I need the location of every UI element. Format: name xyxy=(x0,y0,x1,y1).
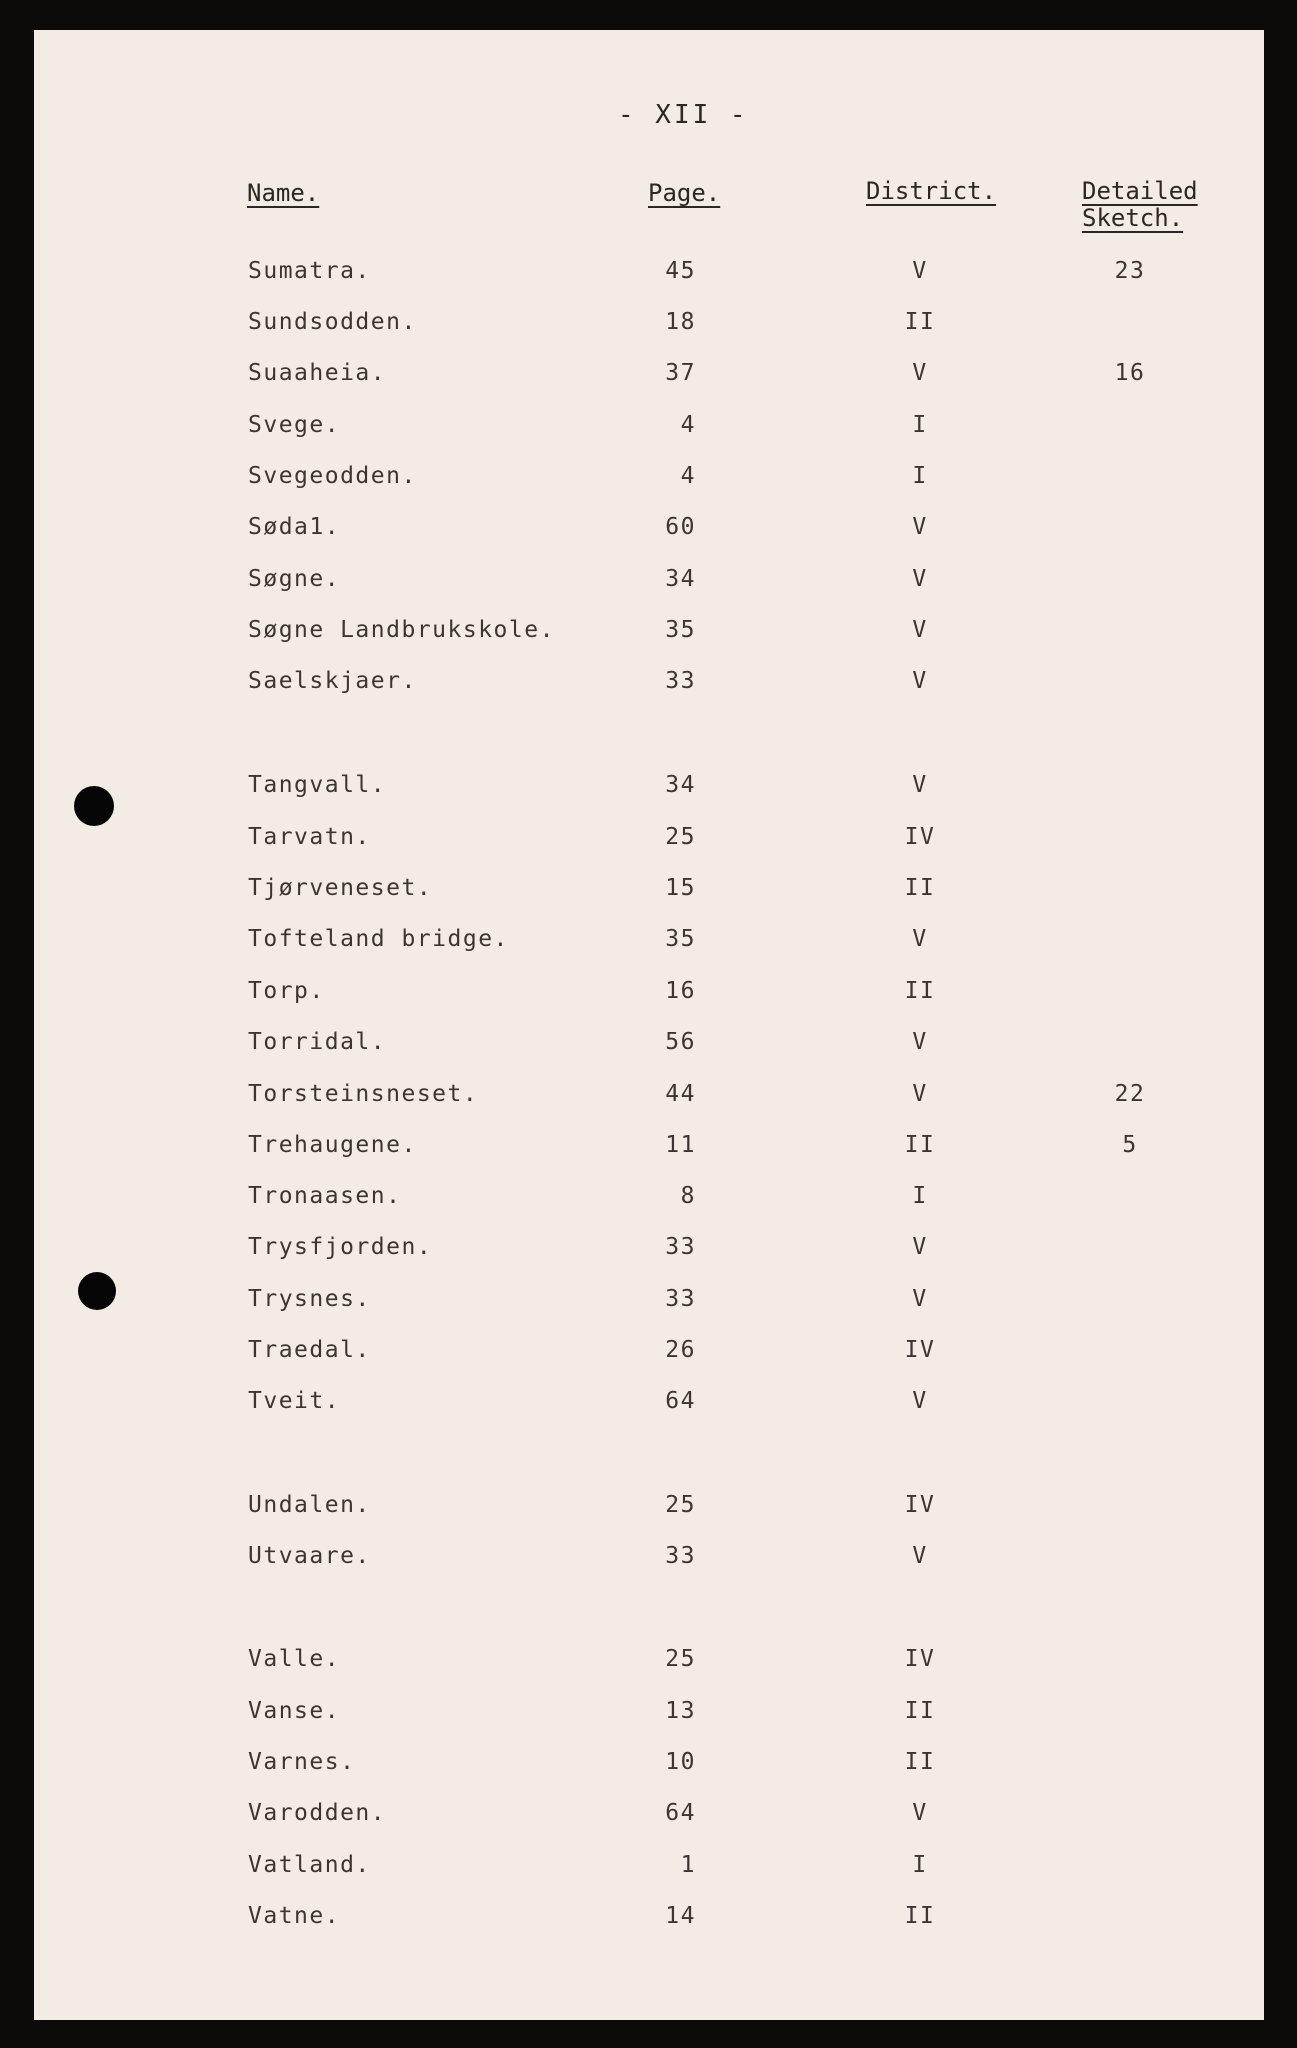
table-row xyxy=(0,615,1297,655)
entry-name: Sumatra. xyxy=(248,258,371,284)
entry-page: 33 xyxy=(665,1286,696,1312)
entry-district: V xyxy=(912,1234,928,1260)
entry-name: Vatland. xyxy=(248,1852,371,1878)
entry-name: Svege. xyxy=(248,412,341,438)
entry-district: II xyxy=(904,1749,936,1775)
table-row xyxy=(0,822,1297,862)
table-row xyxy=(0,256,1297,296)
entry-page: 26 xyxy=(665,1337,696,1363)
table-row xyxy=(0,1798,1297,1838)
entry-page: 64 xyxy=(665,1800,696,1826)
entry-name: Sundsodden. xyxy=(248,309,417,335)
table-row xyxy=(0,873,1297,913)
table-row xyxy=(0,1901,1297,1941)
entry-name: Suaaheia. xyxy=(248,360,387,386)
table-row xyxy=(0,307,1297,347)
table-row xyxy=(0,1027,1297,1067)
entry-page: 14 xyxy=(665,1903,696,1929)
entry-page: 35 xyxy=(665,617,696,643)
entry-page: 34 xyxy=(665,566,696,592)
entry-name: Søda1. xyxy=(248,514,341,540)
entry-page: 60 xyxy=(665,514,696,540)
entry-district: V xyxy=(912,1543,928,1569)
entry-page: 34 xyxy=(665,772,696,798)
entry-name: Trysfjorden. xyxy=(248,1234,433,1260)
entry-name: Tofteland bridge. xyxy=(248,926,509,952)
entry-district: I xyxy=(912,463,928,489)
entry-name: Tjørveneset. xyxy=(248,875,433,901)
entry-district: IV xyxy=(904,824,936,850)
entry-page: 44 xyxy=(665,1081,696,1107)
entry-district: V xyxy=(912,360,928,386)
entry-page: 25 xyxy=(665,1492,696,1518)
table-row xyxy=(0,924,1297,964)
header-district: District. xyxy=(866,177,997,205)
entry-district: V xyxy=(912,926,928,952)
table-row xyxy=(0,666,1297,706)
table-row xyxy=(0,770,1297,810)
entry-sketch: 16 xyxy=(1114,360,1146,386)
entry-district: V xyxy=(912,772,928,798)
entry-district: V xyxy=(912,1800,928,1826)
table-row xyxy=(0,1335,1297,1375)
entry-page: 33 xyxy=(665,1543,696,1569)
entry-name: Utvaare. xyxy=(248,1543,371,1569)
entry-district: V xyxy=(912,258,928,284)
entry-district: V xyxy=(912,1029,928,1055)
entry-name: Trehaugene. xyxy=(248,1132,417,1158)
entry-district: II xyxy=(904,1903,936,1929)
entry-name: Saelskjaer. xyxy=(248,668,417,694)
page-number: - XII - xyxy=(618,100,749,130)
entry-district: V xyxy=(912,1081,928,1107)
entry-name: Søgne. xyxy=(248,566,341,592)
entry-name: Undalen. xyxy=(248,1492,371,1518)
table-row xyxy=(0,1747,1297,1787)
table-row xyxy=(0,1284,1297,1324)
entry-name: Traedal. xyxy=(248,1337,371,1363)
entry-page: 11 xyxy=(665,1132,696,1158)
entry-district: V xyxy=(912,514,928,540)
entry-page: 13 xyxy=(665,1698,696,1724)
entry-name: Torsteinsneset. xyxy=(248,1081,479,1107)
table-row xyxy=(0,1541,1297,1581)
entry-district: I xyxy=(912,412,928,438)
entry-page: 16 xyxy=(665,978,696,1004)
table-row xyxy=(0,1181,1297,1221)
entry-page: 35 xyxy=(665,926,696,952)
entry-district: I xyxy=(912,1852,928,1878)
entry-page: 8 xyxy=(680,1183,696,1209)
entry-page: 18 xyxy=(665,309,696,335)
entry-page: 25 xyxy=(665,1646,696,1672)
entry-district: V xyxy=(912,617,928,643)
entry-name: Tangvall. xyxy=(248,772,387,798)
table-row xyxy=(0,1850,1297,1890)
entry-district: V xyxy=(912,1388,928,1414)
table-row xyxy=(0,1490,1297,1530)
entry-name: Torridal. xyxy=(248,1029,387,1055)
table-row xyxy=(0,1386,1297,1426)
entry-name: Torp. xyxy=(248,978,325,1004)
table-row xyxy=(0,564,1297,604)
entry-page: 56 xyxy=(665,1029,696,1055)
entry-sketch: 22 xyxy=(1114,1081,1146,1107)
table-row xyxy=(0,1130,1297,1170)
entry-page: 4 xyxy=(680,412,696,438)
table-row xyxy=(0,512,1297,552)
entry-name: Svegeodden. xyxy=(248,463,417,489)
entry-sketch: 5 xyxy=(1122,1132,1138,1158)
table-row xyxy=(0,1232,1297,1272)
header-name: Name. xyxy=(247,179,320,207)
entry-name: Vatne. xyxy=(248,1903,341,1929)
header-detailed-line1: Detailed xyxy=(1082,177,1198,205)
table-row xyxy=(0,1696,1297,1736)
table-row xyxy=(0,976,1297,1016)
entry-district: V xyxy=(912,1286,928,1312)
table-row xyxy=(0,358,1297,398)
entry-page: 64 xyxy=(665,1388,696,1414)
table-row xyxy=(0,1079,1297,1119)
entry-district: V xyxy=(912,668,928,694)
entry-district: IV xyxy=(904,1646,936,1672)
entry-page: 37 xyxy=(665,360,696,386)
header-page: Page. xyxy=(648,179,721,207)
entry-district: II xyxy=(904,1698,936,1724)
entry-page: 1 xyxy=(680,1852,696,1878)
entry-page: 33 xyxy=(665,668,696,694)
entry-name: Vanse. xyxy=(248,1698,341,1724)
entry-page: 33 xyxy=(665,1234,696,1260)
entry-name: Tronaasen. xyxy=(248,1183,402,1209)
entry-district: II xyxy=(904,978,936,1004)
entry-page: 10 xyxy=(665,1749,696,1775)
table-row xyxy=(0,461,1297,501)
table-row xyxy=(0,1644,1297,1684)
entry-name: Varnes. xyxy=(248,1749,356,1775)
entry-district: IV xyxy=(904,1337,936,1363)
entry-name: Tarvatn. xyxy=(248,824,371,850)
entry-district: II xyxy=(904,309,936,335)
entry-page: 25 xyxy=(665,824,696,850)
entry-sketch: 23 xyxy=(1114,258,1146,284)
entry-district: I xyxy=(912,1183,928,1209)
table-row xyxy=(0,410,1297,450)
entry-district: II xyxy=(904,875,936,901)
entry-district: IV xyxy=(904,1492,936,1518)
entry-name: Søgne Landbrukskole. xyxy=(248,617,555,643)
header-detailed-line2: Sketch. xyxy=(1082,204,1184,232)
entry-name: Trysnes. xyxy=(248,1286,371,1312)
entry-page: 4 xyxy=(680,463,696,489)
entry-page: 15 xyxy=(665,875,696,901)
entry-district: V xyxy=(912,566,928,592)
entry-district: II xyxy=(904,1132,936,1158)
entry-name: Tveit. xyxy=(248,1388,341,1414)
entry-name: Valle. xyxy=(248,1646,341,1672)
entry-name: Varodden. xyxy=(248,1800,387,1826)
entry-page: 45 xyxy=(665,258,696,284)
